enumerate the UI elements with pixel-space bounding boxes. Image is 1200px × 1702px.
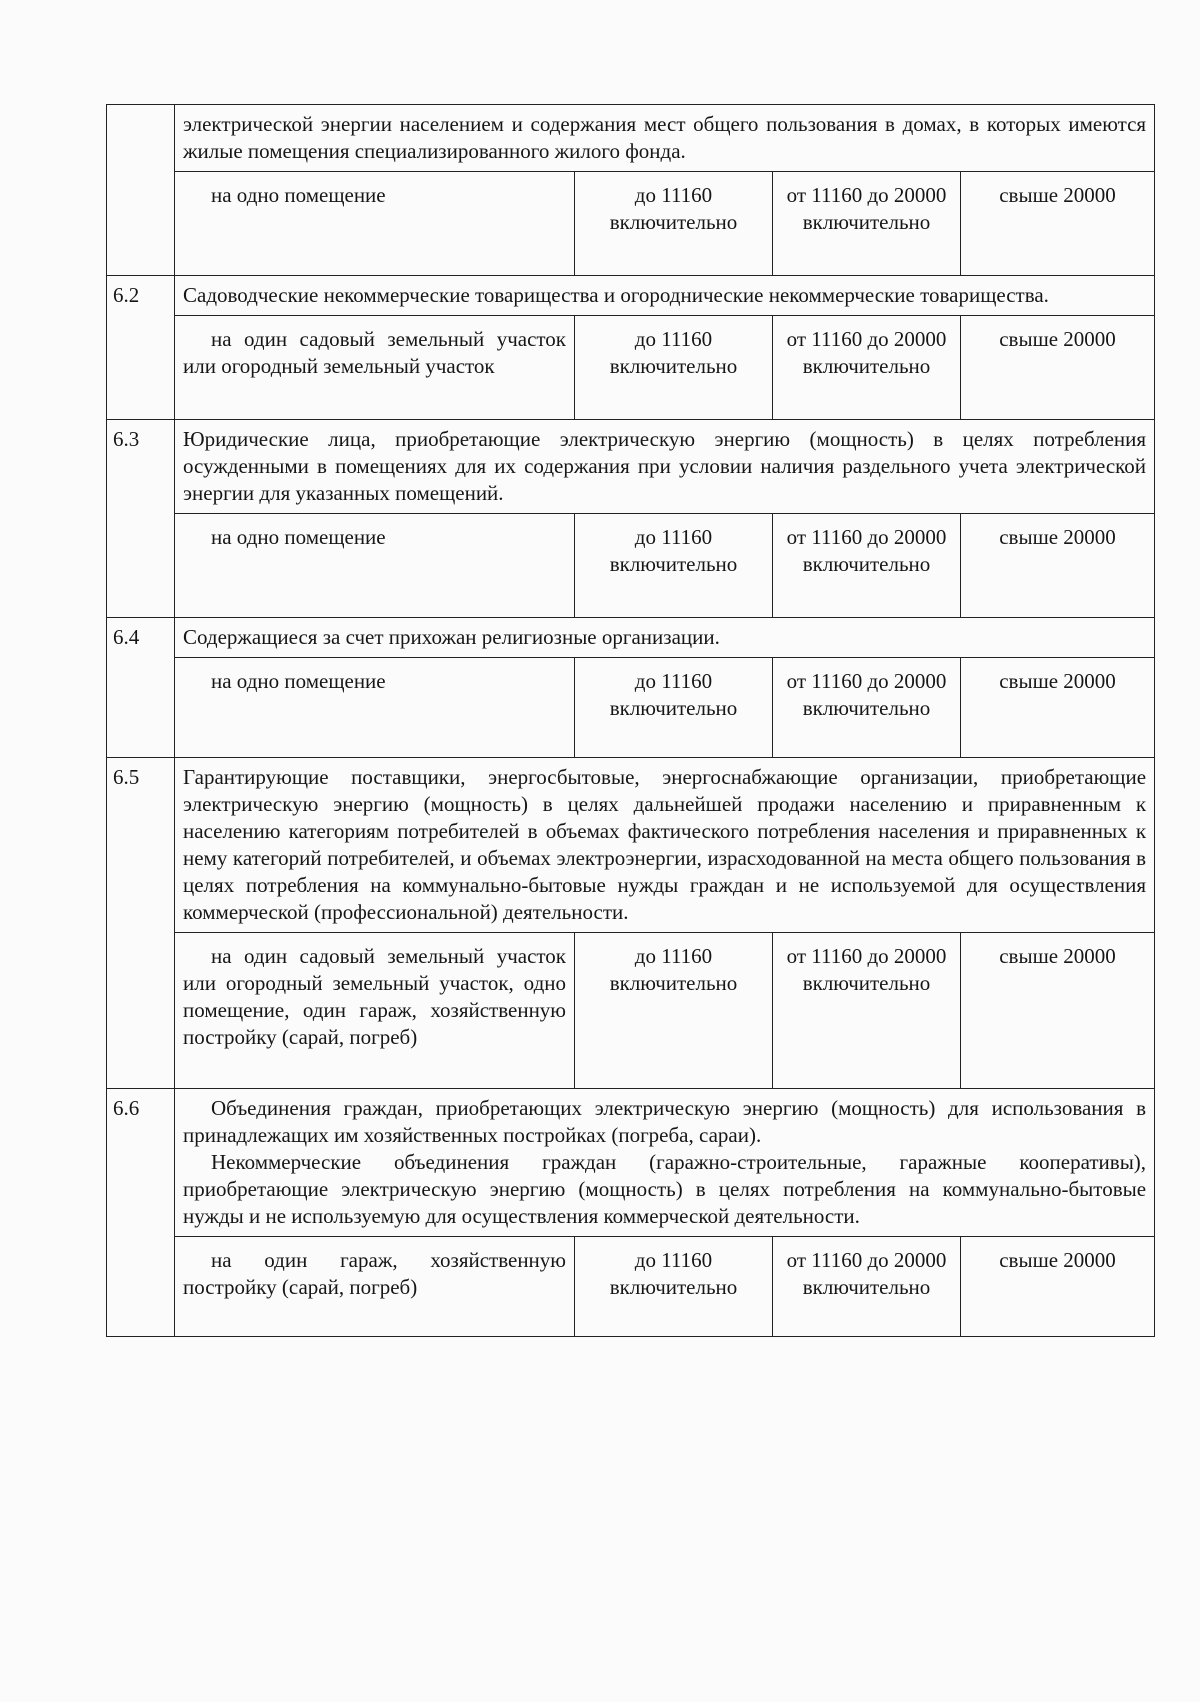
- range-high: свыше 20000: [961, 172, 1155, 276]
- table-row: [107, 420, 1155, 514]
- unit-label: на одно помещение: [175, 172, 575, 276]
- range-high: свыше 20000: [961, 514, 1155, 618]
- row-number: 6.3: [107, 420, 175, 618]
- range-high: свыше 20000: [961, 933, 1155, 1089]
- range-low: до 11160 включительно: [575, 514, 773, 618]
- row-description: [175, 1089, 1155, 1237]
- range-low: до 11160 включительно: [575, 933, 773, 1089]
- unit-label: на один садовый земельный участок или огородный земельный участок: [175, 316, 575, 420]
- row-description: электрической энергии населением и содержания мест общего пользования в домах, в которых имеются жилые помещения специализированного жилого фонда.: [175, 105, 1155, 172]
- range-mid: от 11160 до 20000 включительно: [773, 933, 961, 1089]
- range-high: свыше 20000: [961, 316, 1155, 420]
- row-description: Юридические лица, приобретающие электрическую энергию (мощность) в целях потребления осужденными в помещениях для их содержания при условии наличия раздельного учета электрической энергии для указанных помещений.: [175, 420, 1155, 514]
- table-subrow: [107, 658, 1155, 758]
- range-low: до 11160 включительно: [575, 1237, 773, 1337]
- row-description: Гарантирующие поставщики, энергосбытовые, энергоснабжающие организации, приобретающие электрическую энергию (мощность) в целях дальнейшей продажи населению и приравненным к населению категориям потребителей в объемах фактического потребления населения и приравненных к нему категорий потребителей, и объемах электроэнергии, израсходованной на места общего пользования в целях потребления на коммунально-бытовые нужды граждан и не используемой для осуществления коммерческой (профессиональной) деятельности.: [175, 758, 1155, 933]
- table-subrow: [107, 933, 1155, 1089]
- range-mid: от 11160 до 20000 включительно: [773, 514, 961, 618]
- row-number-cell: [107, 105, 175, 276]
- range-low: до 11160 включительно: [575, 658, 773, 758]
- table-row: [107, 758, 1155, 933]
- range-mid: от 11160 до 20000 включительно: [773, 1237, 961, 1337]
- description-paragraph: Объединения граждан, приобретающих электрическую энергию (мощность) для использования в принадлежащих им хозяйственных постройках (погреба, сараи).: [183, 1096, 1147, 1147]
- table-row: [107, 1089, 1155, 1237]
- row-number: 6.6: [107, 1089, 175, 1337]
- unit-label: на одно помещение: [175, 658, 575, 758]
- row-number: 6.4: [107, 618, 175, 758]
- range-low: до 11160 включительно: [575, 172, 773, 276]
- description-paragraph: Некоммерческие объединения граждан (гаражно-строительные, гаражные кооперативы), приобретающие электрическую энергию (мощность) в целях потребления на коммунально-бытовые нужды и не используемую для осуществления коммерческой деятельности.: [183, 1150, 1147, 1228]
- range-mid: от 11160 до 20000 включительно: [773, 316, 961, 420]
- table-row: [107, 276, 1155, 316]
- range-mid: от 11160 до 20000 включительно: [773, 172, 961, 276]
- table-subrow: [107, 1237, 1155, 1337]
- row-description: Садоводческие некоммерческие товарищества и огороднические некоммерческие товарищества.: [175, 276, 1155, 316]
- unit-label: на один гараж, хозяйственную постройку (сарай, погреб): [175, 1237, 575, 1337]
- table-subrow: [107, 172, 1155, 276]
- tariff-table: [106, 104, 1155, 1337]
- unit-label: на один садовый земельный участок или огородный земельный участок, одно помещение, один гараж, хозяйственную постройку (сарай, погреб): [175, 933, 575, 1089]
- table-row: [107, 618, 1155, 658]
- range-low: до 11160 включительно: [575, 316, 773, 420]
- table-subrow: [107, 514, 1155, 618]
- table-row-continuation: [107, 105, 1155, 172]
- range-high: свыше 20000: [961, 658, 1155, 758]
- table-subrow: [107, 316, 1155, 420]
- row-description: Содержащиеся за счет прихожан религиозные организации.: [175, 618, 1155, 658]
- unit-label: на одно помещение: [175, 514, 575, 618]
- range-mid: от 11160 до 20000 включительно: [773, 658, 961, 758]
- row-number: 6.5: [107, 758, 175, 1089]
- range-high: свыше 20000: [961, 1237, 1155, 1337]
- row-number: 6.2: [107, 276, 175, 420]
